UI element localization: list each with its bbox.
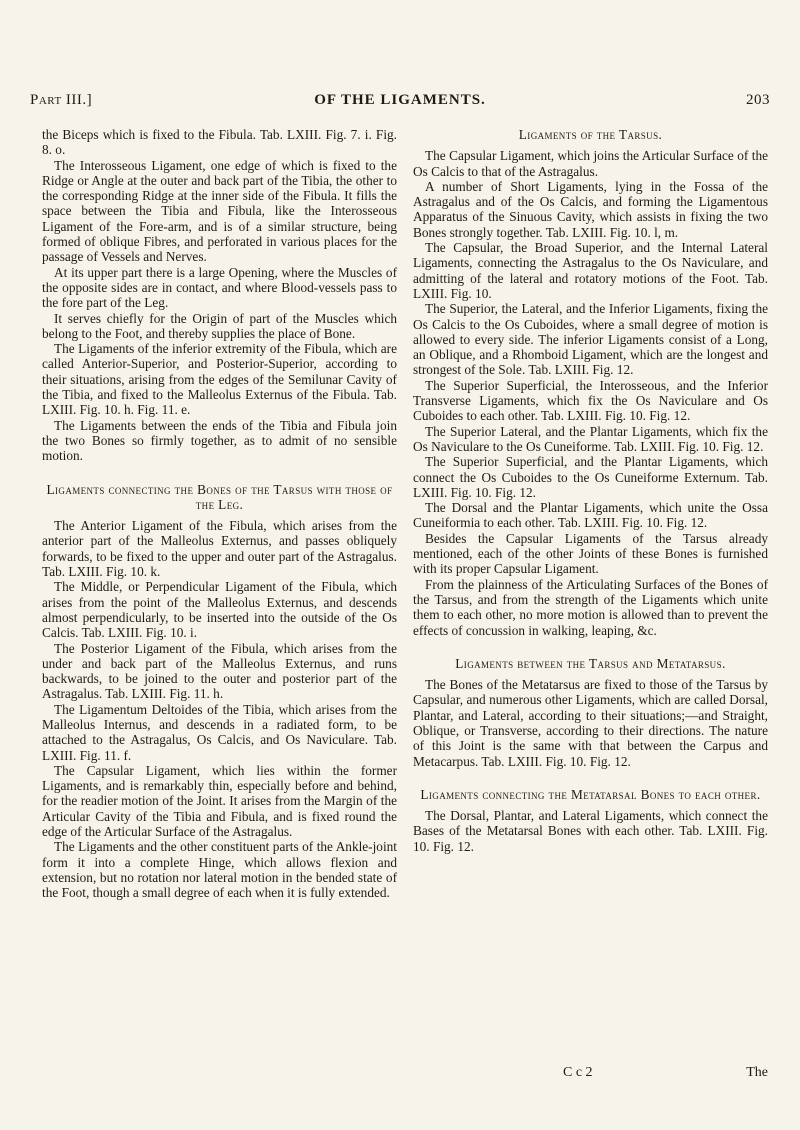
paragraph: The Capsular Ligament, which joins the Articular Surface of the Os Calcis to that of the Astragalus. [413,148,768,179]
paragraph: The Posterior Ligament of the Fibula, which arises from the under and back part of the Malleolus Externus, and runs backwards, to be joined to the outer and posterior part of the Astragalus. Tab. LXIII. Fig. 11. h. [42,640,397,702]
page-footer [413,1065,768,1083]
paragraph: The Middle, or Perpendicular Ligament of the Fibula, which arises from the point of the Malleolus Externus, and descends almost perpendicularly, to be inserted into the outside of the Os Calcis. Tab. LXIII. Fig. 10. i. [42,579,397,641]
page-title: OF THE LIGAMENTS. [314,92,486,108]
right-column [413,127,768,854]
paragraph: the Biceps which is fixed to the Fibula. Tab. LXIII. Fig. 7. i. Fig. 8. o. [42,127,397,158]
paragraph: The Superior, the Lateral, and the Inferior Ligaments, fixing the Os Calcis to the Os Cuboides, where a small degree of motion is allowed to every side. The inferior Ligaments consist of a Long, an Oblique, and a Rhomboid Ligament, which are the longest and strongest of the Sole. Tab. LXIII. Fig. 12. [413,301,768,378]
paragraph: From the plainness of the Articulating Surfaces of the Bones of the Tarsus, and from the strength of the Ligaments which unite them to each other, no more motion is allowed than to prevent the effects of concussion in walking, leaping, &c. [413,576,768,638]
section-heading: Ligaments of the Tarsus. [518,127,663,142]
paragraph: The Dorsal and the Plantar Ligaments, which unite the Ossa Cuneiformia to each other. Tab. LXIII. Fig. 10. Fig. 12. [413,500,768,531]
paragraph: The Anterior Ligament of the Fibula, which arises from the anterior part of the Malleolus Externus, and passes obliquely forwards, to be fixed to the upper and outer part of the Astragalus. Tab. LXIII. Fig. 10. k. [42,518,397,580]
paragraph: The Superior Superficial, the Interosseous, and the Inferior Transverse Ligaments, which fix the Os Naviculare and Os Cuboides to each other. Tab. LXIII. Fig. 10. Fig. 12. [413,377,768,424]
paragraph: A number of Short Ligaments, lying in the Fossa of the Astragalus and of the Os Calcis, and forming the Ligamentous Apparatus of the Sinuous Cavity, which assists in fixing the two Bones strongly together. Tab. LXIII. Fig. 10. l, m. [413,178,768,240]
paragraph: The Superior Lateral, and the Plantar Ligaments, which fix the Os Naviculare to the Os Cuneiforme. Tab. LXIII. Fig. 10. Fig. 12. [413,423,768,454]
page-number: 203 [746,92,770,108]
part-label: Part III.] [30,92,93,108]
section-heading: Ligaments connecting the Metatarsal Bones to each other. [420,786,761,802]
paragraph: The Ligaments and the other constituent parts of the Ankle-joint form it into a complete Hinge, which allows flexion and extension, but no rotation nor lateral motion in the bended state of the Foot, though a small degree of each when it is fully extended. [42,839,397,901]
signature-mark: C c 2 [563,1065,593,1080]
paragraph: The Capsular Ligament, which lies within the former Ligaments, and is remarkably thin, especially before and behind, for the readier motion of the Joint. It arises from the Margin of the Articular Cavity of the Tibia and Fibula, and is fixed round the edge of the Articular Surface of the Astragalus. [42,762,397,840]
catchword: The [746,1065,768,1080]
paragraph: The Ligamentum Deltoides of the Tibia, which arises from the Malleolus Internus, and descends in a radiated form, to be attached to the Astragalus, Os Calcis, and Os Naviculare. Tab. LXIII. Fig. 11. f. [42,701,397,763]
paragraph: The Interosseous Ligament, one edge of which is fixed to the Ridge or Angle at the outer and back part of the Tibia, the other to the corresponding Ridge at the inner side of the Fibula. It fills the space between the Tibia and Fibula, like the Interosseous Ligament of the Fore-arm, and is of a similar structure, being formed of oblique Fibres, and perforated in various places for the passage of Vessels and Nerves. [42,157,397,265]
paragraph: The Superior Superficial, and the Plantar Ligaments, which connect the Os Cuboides to the Os Cuneiforme Externum. Tab. LXIII. Fig. 10. Fig. 12. [413,454,768,500]
paragraph: At its upper part there is a large Opening, where the Muscles of the opposite sides are in contact, and where Blood-vessels pass to the fore part of the Leg. [42,264,397,311]
section-heading: Ligaments between the Tarsus and Metatarsus. [455,655,726,671]
paragraph: Besides the Capsular Ligaments of the Tarsus already mentioned, each of the other Joints of these Bones is furnished with its proper Capsular Ligament. [413,530,768,577]
paragraph: The Dorsal, Plantar, and Lateral Ligaments, which connect the Bases of the Metatarsal Bones with each other. Tab. LXIII. Fig. 10. Fig. 12. [413,808,768,854]
section-heading: Ligaments connecting the Bones of the Tarsus with those of the Leg. [46,481,393,512]
paragraph: It serves chiefly for the Origin of part of the Muscles which belong to the Foot, and thereby supplies the place of Bone. [42,310,397,341]
running-head [30,92,770,114]
left-column [42,127,397,901]
paragraph: The Ligaments between the ends of the Tibia and Fibula join the two Bones so firmly together, as to admit of no sensible motion. [42,417,397,464]
paragraph: The Capsular, the Broad Superior, and the Internal Lateral Ligaments, connecting the Astragalus to the Os Naviculare, and admitting of the lateral and rotatory motions of the Foot. Tab. LXIII. Fig. 10. [413,240,768,301]
paragraph: The Bones of the Metatarsus are fixed to those of the Tarsus by Capsular, and numerous other Ligaments, which are called Dorsal, Plantar, and Lateral, according to their situations;—and Straight, Oblique, or Transverse, according to their directions. The nature of this Joint is the same with that between the Carpus and Metacarpus. Tab. LXIII. Fig. 10. Fig. 12. [413,677,768,769]
paragraph: The Ligaments of the inferior extremity of the Fibula, which are called Anterior-Superior, and Posterior-Superior, according to their situations, arising from the edges of the Semilunar Cavity of the Tibia, and fixed to the Malleolus Externus of the Fibula. Tab. LXIII. Fig. 10. h. Fig. 11. e. [42,341,397,418]
